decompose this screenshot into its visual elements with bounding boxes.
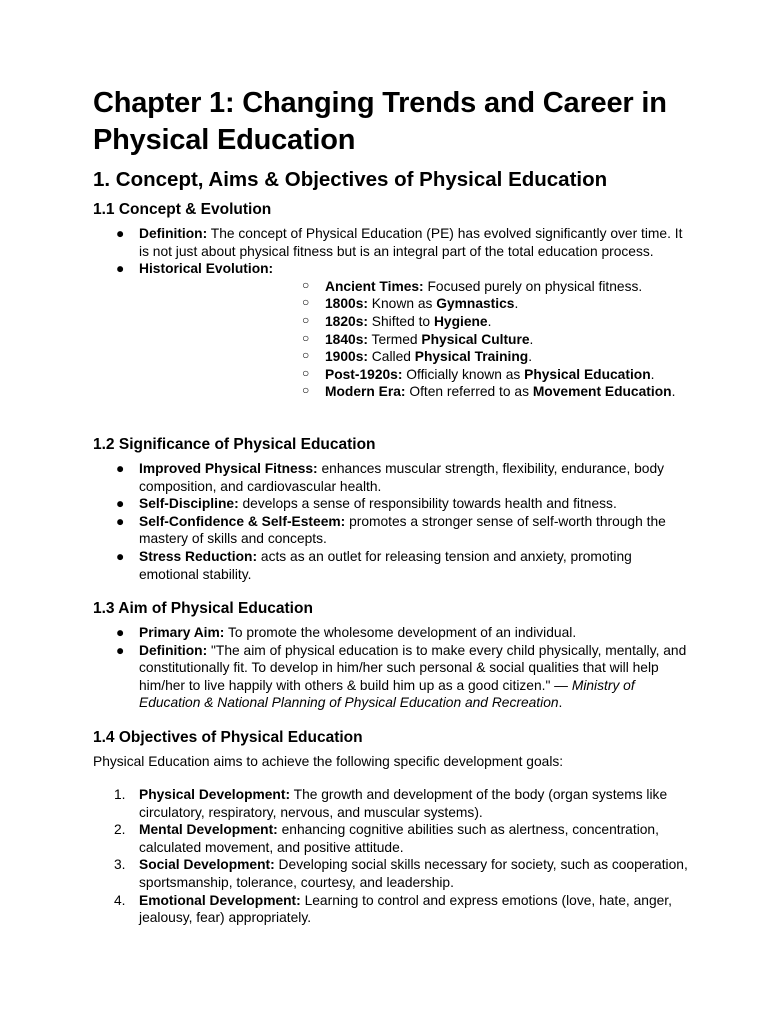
bullet-icon: ● [116,513,125,529]
item-label: Primary Aim: [139,625,225,640]
era-term: Hygiene [433,313,488,329]
objectives-intro: Physical Education aims to achieve the following specific development goals: [93,754,564,769]
era-label: 1800s: [325,296,368,312]
era-term: Gymnastics [436,296,515,312]
item-label: Emotional Development: [139,892,301,908]
list-item [0,892,768,927]
list-item [0,513,768,548]
bullet-icon: ● [116,461,125,476]
item-text: develops a sense of responsibility towards health and fitness. [238,496,617,512]
item-label: Physical Development: [139,787,291,802]
circle-bullet-icon: ○ [302,330,310,345]
bullet-icon: ● [116,496,125,512]
item-label: Stress Reduction: [139,548,258,564]
item-text: acts as an outlet for releasing tension and anxiety, promoting emotional stability. [139,548,632,582]
era-end: . [528,349,533,365]
item-text: enhancing cognitive abilities such as alertness, concentration, calculated movement, and positive attitude. [139,822,659,855]
item-text: promotes a stronger sense of self-worth through the mastery of skills and concepts. [139,513,666,547]
subsection-heading-1-1: 1.1 Concept & Evolution [93,201,272,218]
list-item [139,313,688,331]
item-label: Definition: [139,226,208,241]
subsection-heading-1-2: 1.2 Significance of Physical Education [93,436,376,453]
era-text: Known as [367,296,437,312]
list-item [0,786,768,821]
era-text: Shifted to [367,313,434,329]
era-end: . [650,366,655,382]
item-label: Mental Development: [139,822,278,838]
era-end: . [487,313,492,329]
circle-bullet-icon: ○ [302,277,310,292]
bullet-icon: ● [116,625,125,640]
aim-list [0,624,768,712]
circle-bullet-icon: ○ [302,348,310,363]
item-text: enhances muscular strength, flexibility, endurance, body composition, and cardiovascular health. [139,461,665,494]
list-item [139,366,688,384]
era-text: Often referred to as [405,384,533,400]
chapter-title: Chapter 1: Changing Trends and Career in Physical Education [93,87,667,156]
bullet-icon: ● [116,548,125,564]
list-item [139,348,688,366]
era-text: Termed [367,331,422,347]
era-term: Physical Culture [421,331,530,347]
item-label: Historical Evolution: [139,261,274,277]
list-item [0,495,768,513]
list-item [139,295,688,313]
era-term: Movement Education [532,384,672,400]
era-label: Ancient Times: [325,278,424,294]
era-label: 1820s: [325,313,368,329]
list-item [0,548,768,583]
list-item-historical-evolution [0,260,768,401]
list-item-aim-definition [0,642,768,712]
definition-quote: "The aim of physical education is to make every child physically, mentally, and constitutionally fit. To develop in him/her such personal & social qualities that will help him/her to live happily with others & build him up as a good citizen." — [139,642,687,693]
era-text: Called [367,349,415,365]
list-item [139,278,688,296]
era-term: Physical Education [524,366,651,382]
list-item [0,460,768,495]
item-label: Self-Confidence & Self-Esteem: [139,513,346,529]
circle-bullet-icon: ○ [302,383,310,398]
era-end: . [671,384,676,400]
item-end: . [558,695,563,711]
item-label: Social Development: [139,857,275,873]
list-item [0,821,768,856]
era-label: Post-1920s: [325,366,403,382]
list-item [139,331,688,349]
item-number: 2. [114,822,126,838]
list-item-primary-aim [0,624,768,642]
item-label: Self-Discipline: [139,496,239,512]
item-text: Developing social skills necessary for society, such as cooperation, sportsmanship, tolerance, courtesy, and leadership. [139,857,688,890]
item-text: The concept of Physical Education (PE) has evolved significantly over time. It is not just about physical fitness but is an integral part of the total education process. [139,226,683,259]
subsection-heading-1-4: 1.4 Objectives of Physical Education [93,729,363,746]
era-label: Modern Era: [325,384,406,400]
bullet-icon: ● [116,642,125,658]
item-label: Improved Physical Fitness: [139,461,318,476]
circle-bullet-icon: ○ [302,312,310,327]
era-term: Physical Training [414,349,529,365]
item-number: 3. [114,857,126,873]
list-item [0,856,768,891]
quote-source: Ministry of Education & National Planning of Physical Education and Recreation [139,677,635,711]
list-item [139,383,688,401]
era-end: . [529,331,534,347]
section-heading-1: 1. Concept, Aims & Objectives of Physical Education [93,168,608,191]
concept-list [0,225,768,401]
bullet-icon: ● [116,226,125,241]
item-text: Learning to control and express emotions (love, hate, anger, jealousy, fear) appropriately. [139,892,672,926]
objectives-list [0,786,768,927]
era-end: . [514,296,519,312]
history-sublist [139,278,688,401]
bullet-icon: ● [116,261,125,277]
era-label: 1840s: [325,331,368,347]
circle-bullet-icon: ○ [302,295,310,310]
era-text: Officially known as [402,366,525,382]
era-label: 1900s: [325,349,368,365]
item-number: 4. [114,892,126,908]
item-text: The growth and development of the body (organ systems like circulatory, respiratory, nervous, and muscular systems). [139,787,668,820]
circle-bullet-icon: ○ [302,365,310,380]
list-item-definition [0,225,768,260]
item-number: 1. [114,787,126,802]
era-text: Focused purely on physical fitness. [423,278,643,294]
item-label: Definition: [139,642,208,658]
subsection-heading-1-3: 1.3 Aim of Physical Education [93,600,313,617]
item-text: To promote the wholesome development of an individual. [224,625,577,640]
significance-list [0,460,768,583]
